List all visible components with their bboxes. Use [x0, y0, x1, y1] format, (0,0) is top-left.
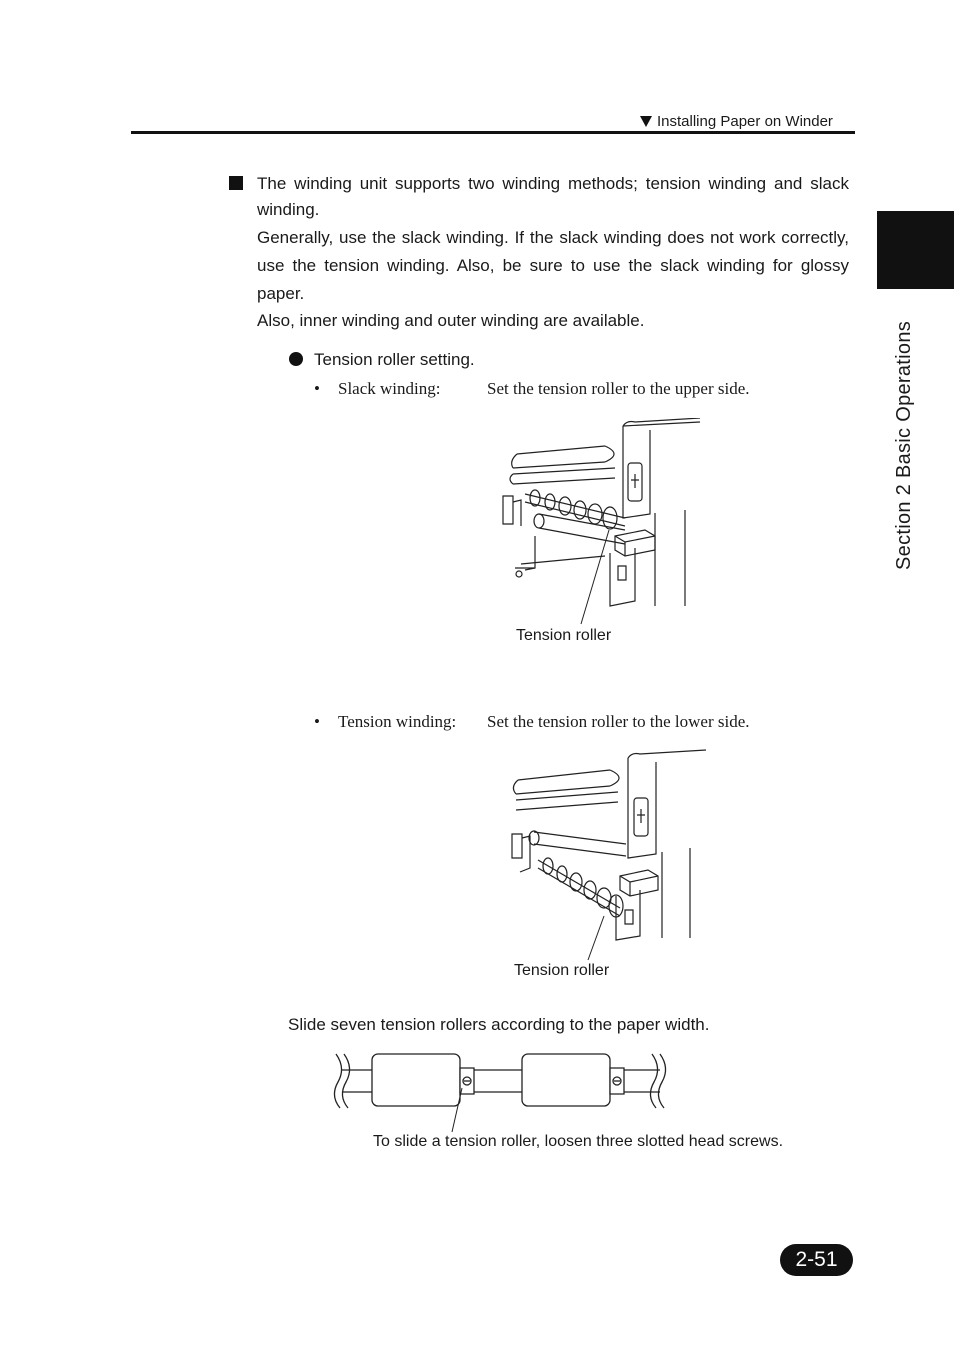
running-header	[640, 113, 833, 130]
slack-winding-illustration	[495, 418, 710, 648]
intro-paragraph-2: Generally, use the slack winding. If the slack winding does not work correctly, use the tension winding. Also, be sure to use the slack winding for glossy paper.	[257, 228, 849, 303]
section-tab-block	[877, 211, 954, 289]
intro-paragraph-1: The winding unit supports two winding methods; tension winding and slack winding.	[257, 174, 849, 219]
bullet-dot: •	[314, 712, 320, 731]
tension-roller-slide-diagram	[330, 1048, 675, 1138]
slack-winding-desc: Set the tension roller to the upper side.	[487, 379, 750, 398]
tension-winding-illustration	[500, 748, 715, 963]
tension-tension-roller-caption: Tension roller	[514, 962, 610, 979]
tension-winding-desc: Set the tension roller to the lower side.	[487, 712, 750, 731]
slide-instruction: Slide seven tension rollers according to the paper width.	[288, 1015, 710, 1034]
tension-winding-label: Tension winding:	[338, 712, 457, 731]
intro-paragraph-3: Also, inner winding and outer winding are available.	[257, 311, 645, 330]
running-header-title: Installing Paper on Winder	[657, 113, 833, 130]
slack-tension-roller-caption: Tension roller	[516, 627, 612, 644]
triangle-down-icon	[640, 116, 652, 127]
page-number: 2-51	[780, 1244, 853, 1276]
bullet-dot: •	[314, 379, 320, 398]
section-tab-label: Section 2 Basic Operations	[893, 320, 915, 570]
circle-bullet-icon	[289, 352, 303, 366]
tension-setting-title: Tension roller setting.	[314, 350, 475, 369]
header-rule	[131, 131, 855, 134]
square-bullet-icon	[229, 176, 243, 190]
slack-winding-label: Slack winding:	[338, 379, 441, 398]
screw-instruction-caption: To slide a tension roller, loosen three slotted head screws.	[373, 1133, 784, 1150]
